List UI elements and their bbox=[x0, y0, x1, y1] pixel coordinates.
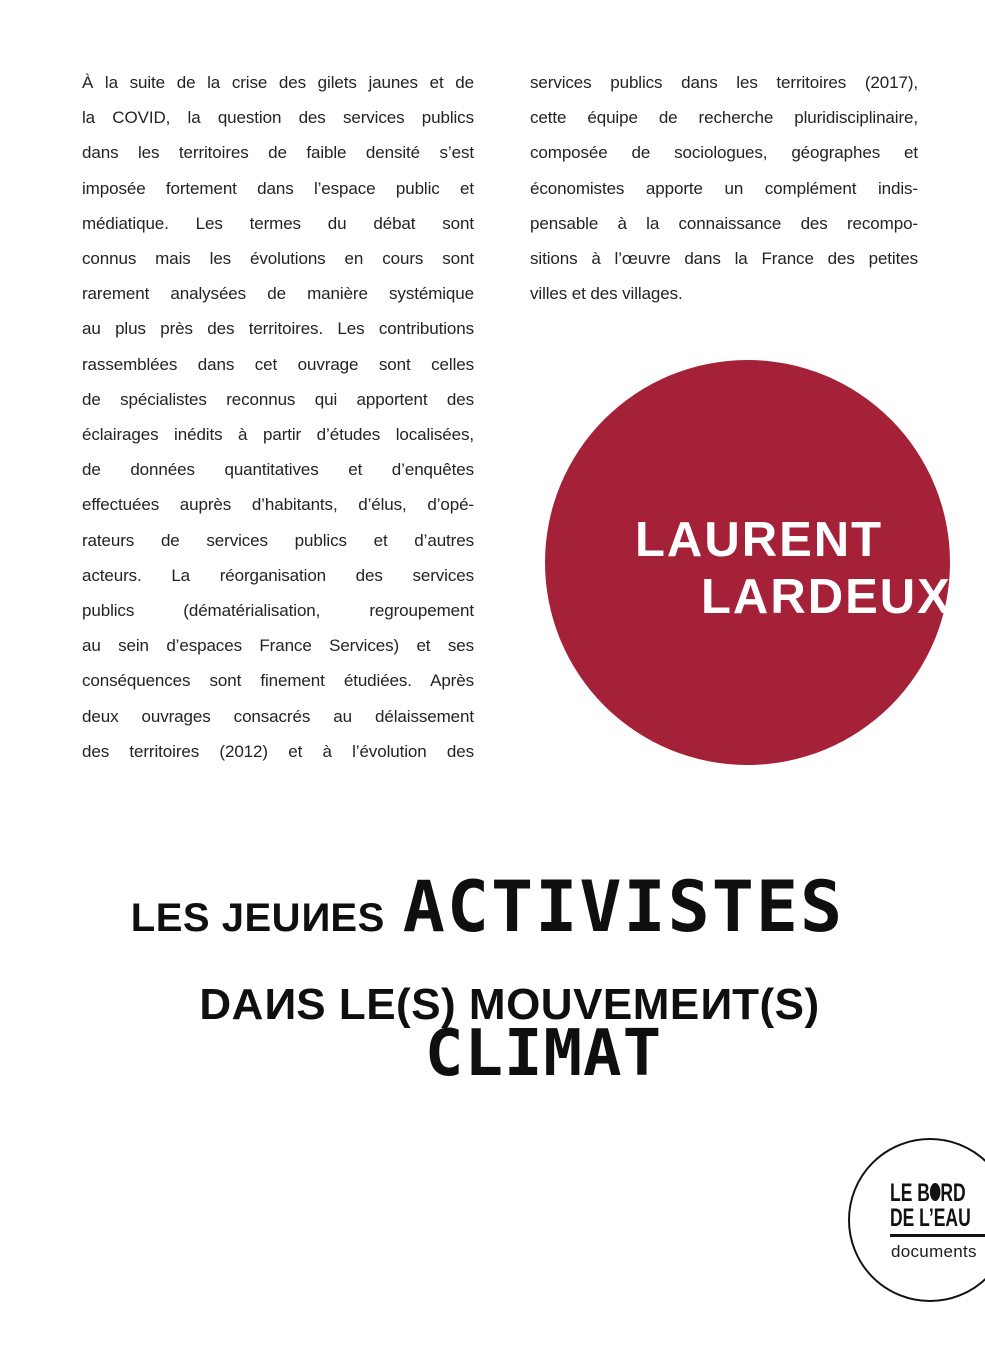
title-line-1 bbox=[0, 866, 980, 948]
text-line: publics (dématérialisation, regroupement bbox=[82, 601, 474, 621]
text-line: économistes apporte un complément indis- bbox=[530, 178, 918, 198]
author-first-name: LAURENT bbox=[635, 513, 884, 567]
text-line: la COVID, la question des services publics bbox=[82, 108, 474, 128]
text-line: pensable à la connaissance des recompo- bbox=[530, 213, 918, 233]
text-line: de spécialistes reconnus qui apportent des bbox=[82, 389, 474, 409]
text-line: cette équipe de recherche pluridisciplinaire, bbox=[530, 108, 918, 128]
text-line: de données quantitatives et d’enquêtes bbox=[82, 460, 474, 480]
title-dans-les-mouvements: DANS LE(S) MOUVEMENT(S) bbox=[199, 980, 820, 1029]
text-column-left bbox=[82, 65, 474, 769]
text-line: conséquences sont finement étudiées. Après bbox=[82, 671, 474, 691]
filled-o-glyph bbox=[930, 1183, 941, 1201]
text-line: rarement analysées de manière systémique bbox=[82, 284, 474, 304]
title-climat: CLIMAT bbox=[424, 1017, 663, 1091]
title-activistes: ACTIVISTES bbox=[402, 866, 845, 948]
title-les-jeunes: LES JEUNES bbox=[130, 896, 385, 940]
text-line: villes et des villages. bbox=[530, 284, 683, 304]
text-line: deux ouvrages consacrés au délaissement bbox=[82, 706, 474, 726]
title-line-3 bbox=[51, 1017, 985, 1091]
text-line: médiatique. Les termes du débat sont bbox=[82, 213, 474, 233]
publisher-logo bbox=[848, 1138, 985, 1302]
publisher-logo-divider bbox=[890, 1234, 985, 1237]
text-column-right bbox=[530, 65, 918, 311]
text-line: au sein d’espaces France Services) et ses bbox=[82, 636, 474, 656]
author-last-name: LARDEUX bbox=[701, 570, 952, 624]
text-line: des territoires (2012) et à l’évolution des bbox=[82, 741, 474, 761]
publisher-name-line-2: DE L’EAU bbox=[890, 1204, 971, 1232]
text-line: acteurs. La réorganisation des services bbox=[82, 565, 474, 585]
text-line: composée de sociologues, géographes et bbox=[530, 143, 918, 163]
text-line: dans les territoires de faible densité s’est bbox=[82, 143, 474, 163]
text-line: éclairages inédits à partir d’études localisées, bbox=[82, 425, 474, 445]
text-line: rassemblées dans cet ouvrage sont celles bbox=[82, 354, 474, 374]
publisher-name-line-1: LE B RD bbox=[890, 1179, 966, 1207]
text-line: effectuées auprès d’habitants, d’élus, d’opé- bbox=[82, 495, 474, 515]
text-line: À la suite de la crise des gilets jaunes et de bbox=[82, 73, 474, 92]
publisher-collection-name: documents bbox=[891, 1242, 977, 1261]
text-line: rateurs de services publics et d’autres bbox=[82, 530, 474, 550]
text-line: services publics dans les territoires (2017), bbox=[530, 73, 918, 92]
text-line: imposée fortement dans l’espace public et bbox=[82, 178, 474, 198]
author-badge-circle bbox=[545, 360, 950, 765]
text-line: connus mais les évolutions en cours sont bbox=[82, 249, 474, 269]
text-line: au plus près des territoires. Les contributions bbox=[82, 319, 474, 339]
text-line: sitions à l’œuvre dans la France des petites bbox=[530, 249, 918, 269]
